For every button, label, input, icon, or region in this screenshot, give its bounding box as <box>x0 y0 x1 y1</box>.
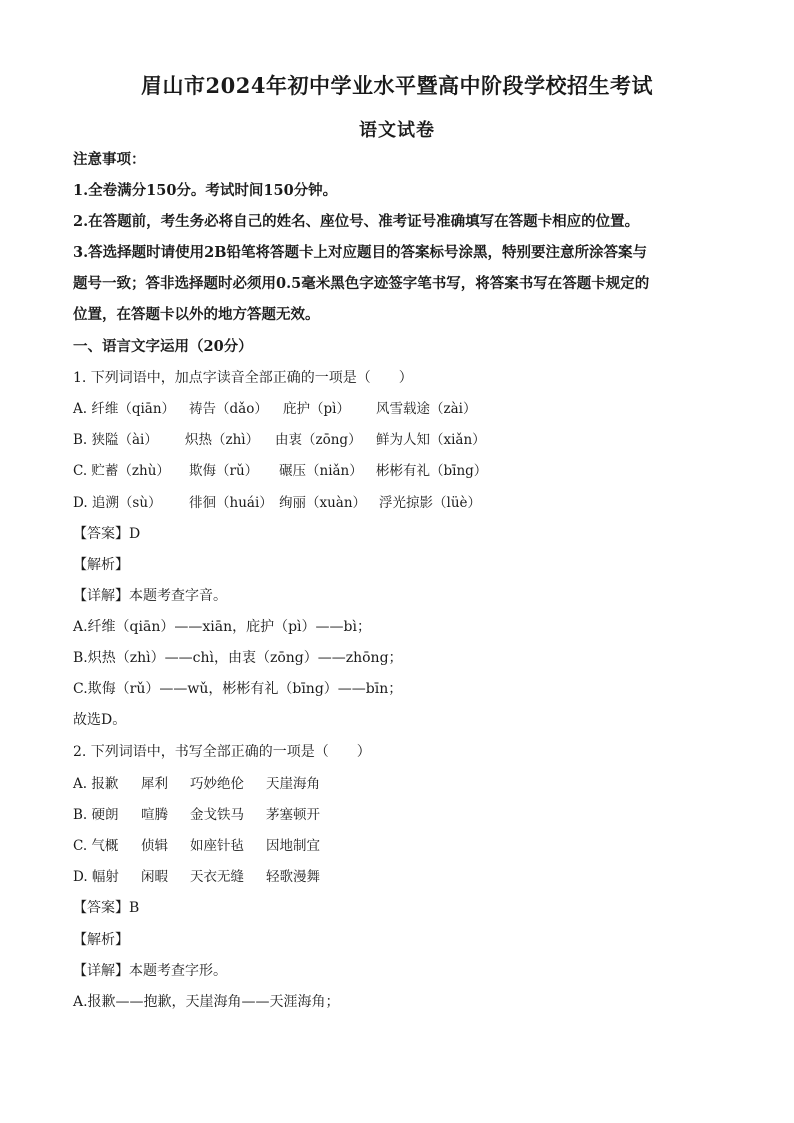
option-word: 轻歌漫舞 <box>266 869 320 885</box>
option-word: 祷告（dǎo） <box>189 401 268 417</box>
option-word: 如座针毡 <box>190 838 244 854</box>
option-word: 犀利 <box>141 776 168 792</box>
notice-item: 2.在答题前，考生务必将自己的姓名、座位号、准考证号准确填写在答题卡相应的位置。 <box>73 213 640 230</box>
option-word: 鲜为人知（xiǎn） <box>376 432 486 448</box>
option-word: 喧腾 <box>141 807 168 823</box>
question-2-detail: 【详解】本题考查字形。 <box>73 963 227 979</box>
option-word: 炽热（zhì） <box>185 432 260 448</box>
option-word: A. 纤维（qiān） <box>73 401 176 417</box>
question-1-analysis-line: A.纤维（qiān）——xiān，庇护（pì）——bì； <box>73 619 371 635</box>
option-word: 金戈铁马 <box>190 807 244 823</box>
option-word: 闲暇 <box>141 869 168 885</box>
option-word: C. 气概 <box>73 838 119 854</box>
option-word: 碾压（niǎn） <box>279 463 363 479</box>
option-word: 庇护（pì） <box>283 401 350 417</box>
question-1-detail: 【详解】本题考查字音。 <box>73 588 227 604</box>
page-title: 眉山市2024年初中学业水平暨高中阶段学校招生考试 <box>141 73 653 98</box>
question-1-analysis-label: 【解析】 <box>73 557 129 573</box>
notice-item: 3.答选择题时请使用2B铅笔将答题卡上对应题目的答案标号涂黑，特别要注意所涂答案与 <box>73 244 647 261</box>
option-word: 彬彬有礼（bīng） <box>376 463 488 479</box>
option-word: 徘徊（huái） <box>189 495 273 511</box>
question-1-conclusion: 故选D。 <box>73 712 127 728</box>
option-word: 因地制宜 <box>266 838 320 854</box>
option-word: 风雪载途（zài） <box>376 401 477 417</box>
option-word: 天衣无缝 <box>190 869 244 885</box>
question-2-answer: 【答案】B <box>73 900 140 916</box>
option-word: 绚丽（xuàn） <box>279 495 367 511</box>
question-1-stem: 1. 下列词语中，加点字读音全部正确的一项是（ ） <box>73 370 413 386</box>
option-word: 浮光掠影（lüè） <box>379 495 482 511</box>
option-word: B. 硬朗 <box>73 807 119 823</box>
notice-item: 1.全卷满分150分。考试时间150分钟。 <box>73 182 338 199</box>
option-word: C. 贮蓄（zhù） <box>73 463 170 479</box>
section-heading: 一、语言文字运用（20分） <box>73 338 253 355</box>
option-word: D. 幅射 <box>73 869 119 885</box>
notice-item: 题号一致；答非选择题时必须用0.5毫米黑色字迹签字笔书写，将答案书写在答题卡规定的 <box>73 275 650 292</box>
option-word: 欺侮（rǔ） <box>189 463 259 479</box>
option-word: D. 追溯（sù） <box>73 495 162 511</box>
option-word: A. 报歉 <box>73 776 119 792</box>
question-1-analysis-line: B.炽热（zhì）——chì，由衷（zōng）——zhōng； <box>73 650 403 666</box>
question-2-analysis-line: A.报歉——抱歉，天崖海角——天涯海角； <box>73 994 340 1010</box>
page-subtitle: 语文试卷 <box>359 120 435 141</box>
option-word: 由衷（zōng） <box>275 432 362 448</box>
question-1-analysis-line: C.欺侮（rǔ）——wǔ，彬彬有礼（bīng）——bīn； <box>73 681 403 697</box>
option-word: B. 狭隘（ài） <box>73 432 158 448</box>
question-2-analysis-label: 【解析】 <box>73 932 129 948</box>
notice-item: 位置，在答题卡以外的地方答题无效。 <box>73 306 320 323</box>
notice-heading: 注意事项： <box>73 151 146 168</box>
question-1-answer: 【答案】D <box>73 526 141 542</box>
option-word: 茅塞顿开 <box>266 807 320 823</box>
question-2-stem: 2. 下列词语中，书写全部正确的一项是（ ） <box>73 744 371 760</box>
option-word: 侦辑 <box>141 838 168 854</box>
option-word: 巧妙绝伦 <box>190 776 244 792</box>
option-word: 天崖海角 <box>266 776 320 792</box>
